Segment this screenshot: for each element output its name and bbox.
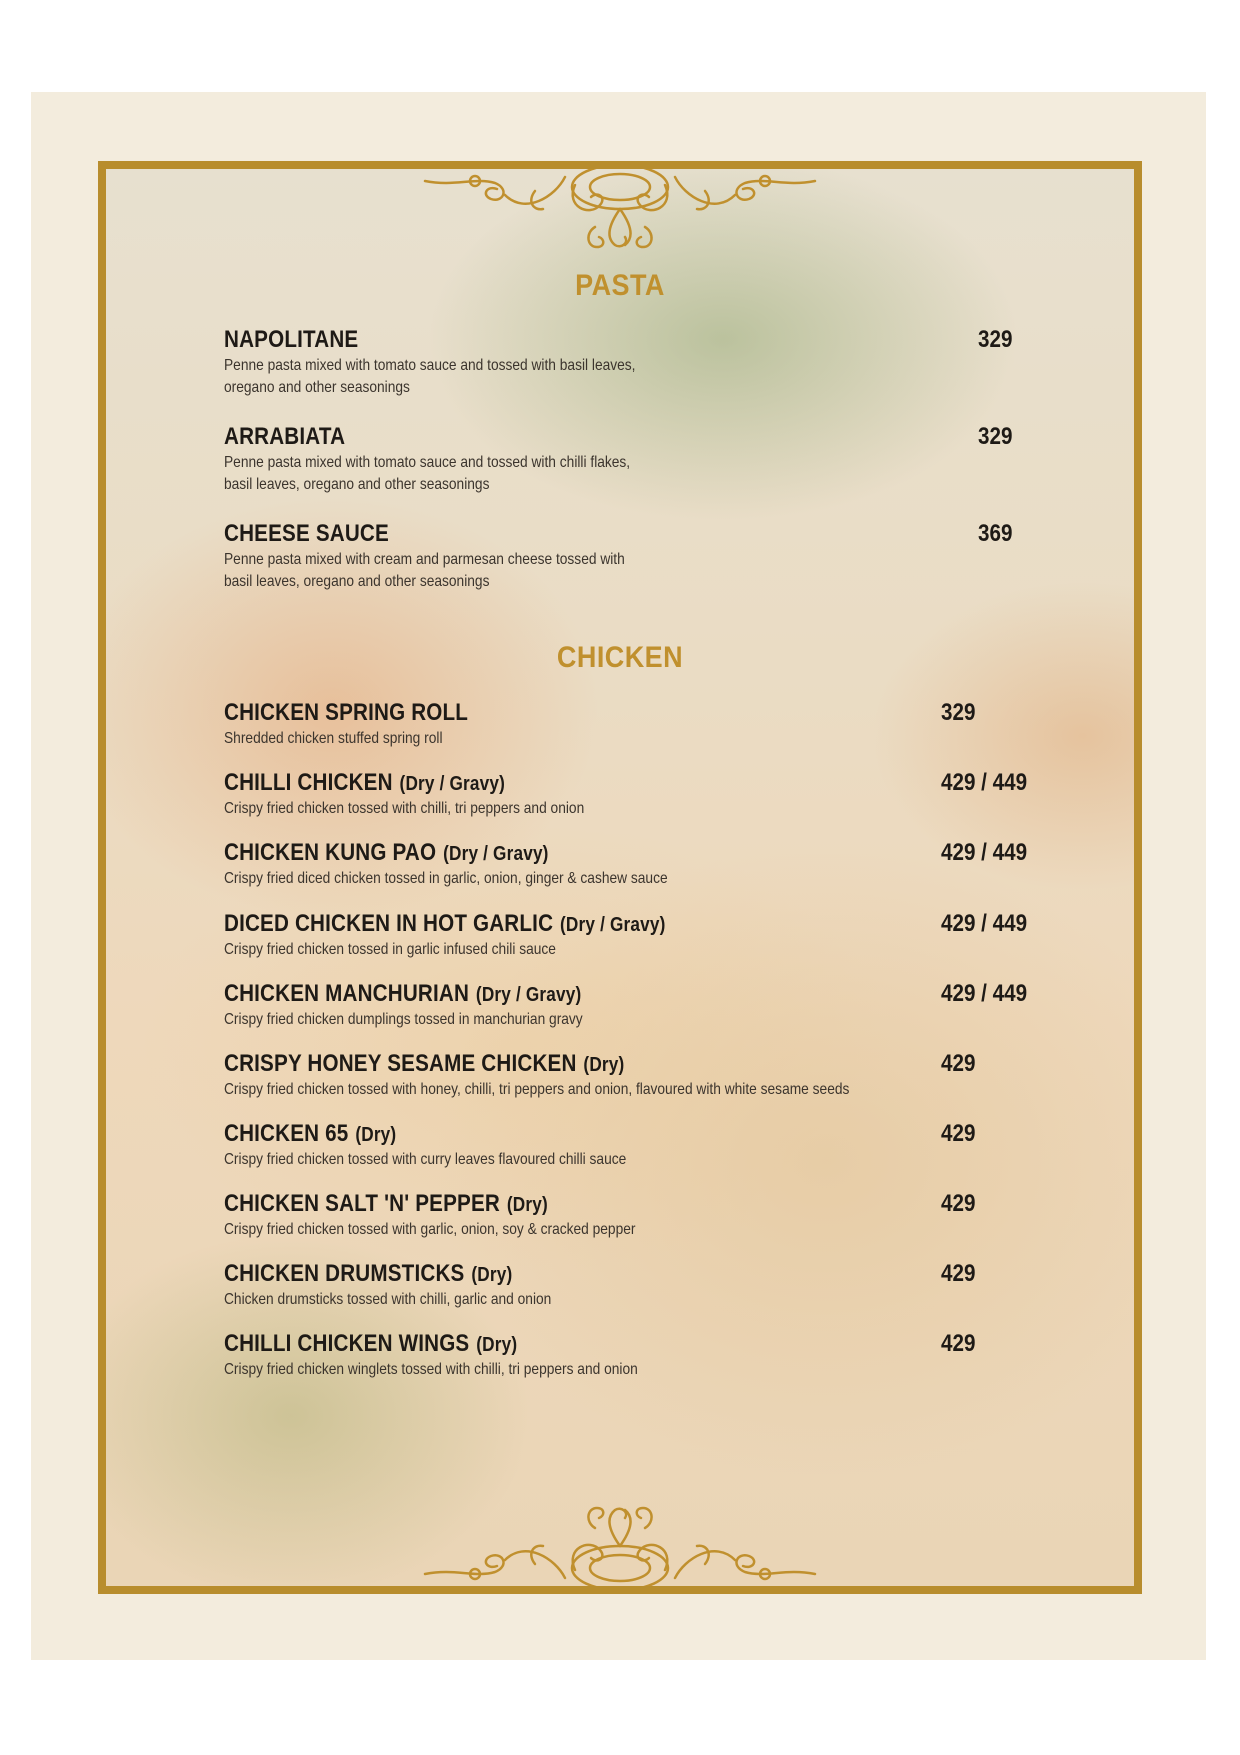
- item-name: CRISPY HONEY SESAME CHICKEN (Dry): [224, 1050, 625, 1077]
- item-price: 329: [978, 326, 1013, 353]
- item-name: NAPOLITANE: [224, 326, 359, 353]
- item-name: CHICKEN 65 (Dry): [224, 1120, 397, 1147]
- menu-item-chicken-spring-roll: [224, 699, 1124, 749]
- menu-item-chicken-65: [224, 1120, 1124, 1170]
- item-name: CHICKEN MANCHURIAN (Dry / Gravy): [224, 980, 582, 1007]
- item-description: Crispy fried chicken tossed with curry leaves flavoured chilli sauce: [224, 1151, 627, 1168]
- item-description: Crispy fried diced chicken tossed in garlic, onion, ginger & cashew sauce: [224, 870, 668, 887]
- section-title-chicken: CHICKEN: [556, 641, 684, 674]
- item-price: 429: [941, 1260, 976, 1287]
- item-price: 429 / 449: [941, 980, 1028, 1007]
- menu-item-chicken-drumsticks: [224, 1260, 1124, 1310]
- item-note: (Dry): [583, 1054, 625, 1076]
- item-description: basil leaves, oregano and other seasonings: [224, 573, 490, 590]
- item-description: Penne pasta mixed with tomato sauce and tossed with chilli flakes,: [224, 454, 631, 471]
- menu-item-crispy-honey-sesame-chicken: [224, 1050, 1124, 1100]
- item-name: CHILLI CHICKEN (Dry / Gravy): [224, 769, 506, 796]
- item-description: Crispy fried chicken dumplings tossed in manchurian gravy: [224, 1011, 583, 1028]
- item-description: basil leaves, oregano and other seasonings: [224, 476, 490, 493]
- item-name: CHEESE SAUCE: [224, 520, 389, 547]
- item-description: Penne pasta mixed with tomato sauce and tossed with basil leaves,: [224, 357, 636, 374]
- menu-item-chicken-salt-n-pepper: [224, 1190, 1124, 1240]
- item-description: Crispy fried chicken winglets tossed with chilli, tri peppers and onion: [224, 1361, 638, 1378]
- item-description: oregano and other seasonings: [224, 379, 410, 396]
- menu-item-chilli-chicken-wings: [224, 1330, 1124, 1380]
- item-price: 329: [941, 699, 976, 726]
- item-price: 429: [941, 1120, 976, 1147]
- item-note: (Dry): [476, 1334, 518, 1356]
- item-name: CHICKEN DRUMSTICKS (Dry): [224, 1260, 513, 1287]
- item-description: Penne pasta mixed with cream and parmesan cheese tossed with: [224, 551, 625, 568]
- item-name: CHICKEN SPRING ROLL: [224, 699, 469, 726]
- ornament-top-icon: [415, 167, 825, 277]
- item-price: 429 / 449: [941, 839, 1028, 866]
- item-note: (Dry): [355, 1124, 397, 1146]
- item-note: (Dry / Gravy): [399, 773, 506, 795]
- item-price: 329: [978, 423, 1013, 450]
- item-name: CHICKEN KUNG PAO (Dry / Gravy): [224, 839, 549, 866]
- item-description: Crispy fried chicken tossed with honey, chilli, tri peppers and onion, flavoured with white sesame seeds: [224, 1081, 850, 1098]
- item-description: Shredded chicken stuffed spring roll: [224, 730, 443, 747]
- item-price: 429: [941, 1330, 976, 1357]
- item-price: 429: [941, 1190, 976, 1217]
- item-price: 429: [941, 1050, 976, 1077]
- item-name: CHICKEN SALT 'N' PEPPER (Dry): [224, 1190, 548, 1217]
- section-title-pasta: PASTA: [575, 269, 665, 302]
- item-note: (Dry / Gravy): [560, 914, 666, 936]
- item-name: ARRABIATA: [224, 423, 346, 450]
- ornament-bottom-icon: [415, 1478, 825, 1588]
- item-name: CHILLI CHICKEN WINGS (Dry): [224, 1330, 518, 1357]
- menu-frame: [98, 161, 1142, 1594]
- item-note: (Dry / Gravy): [443, 843, 549, 865]
- item-description: Crispy fried chicken tossed with chilli, tri peppers and onion: [224, 800, 585, 817]
- item-price: 429 / 449: [941, 910, 1028, 937]
- item-name: DICED CHICKEN IN HOT GARLIC (Dry / Gravy): [224, 910, 666, 937]
- item-description: Crispy fried chicken tossed with garlic, onion, soy & cracked pepper: [224, 1221, 636, 1238]
- item-note: (Dry): [471, 1264, 513, 1286]
- item-note: (Dry / Gravy): [475, 984, 582, 1006]
- item-price: 369: [978, 520, 1013, 547]
- item-note: (Dry): [506, 1194, 548, 1216]
- item-description: Chicken drumsticks tossed with chilli, garlic and onion: [224, 1291, 552, 1308]
- item-description: Crispy fried chicken tossed in garlic infused chili sauce: [224, 941, 556, 958]
- item-price: 429 / 449: [941, 769, 1028, 796]
